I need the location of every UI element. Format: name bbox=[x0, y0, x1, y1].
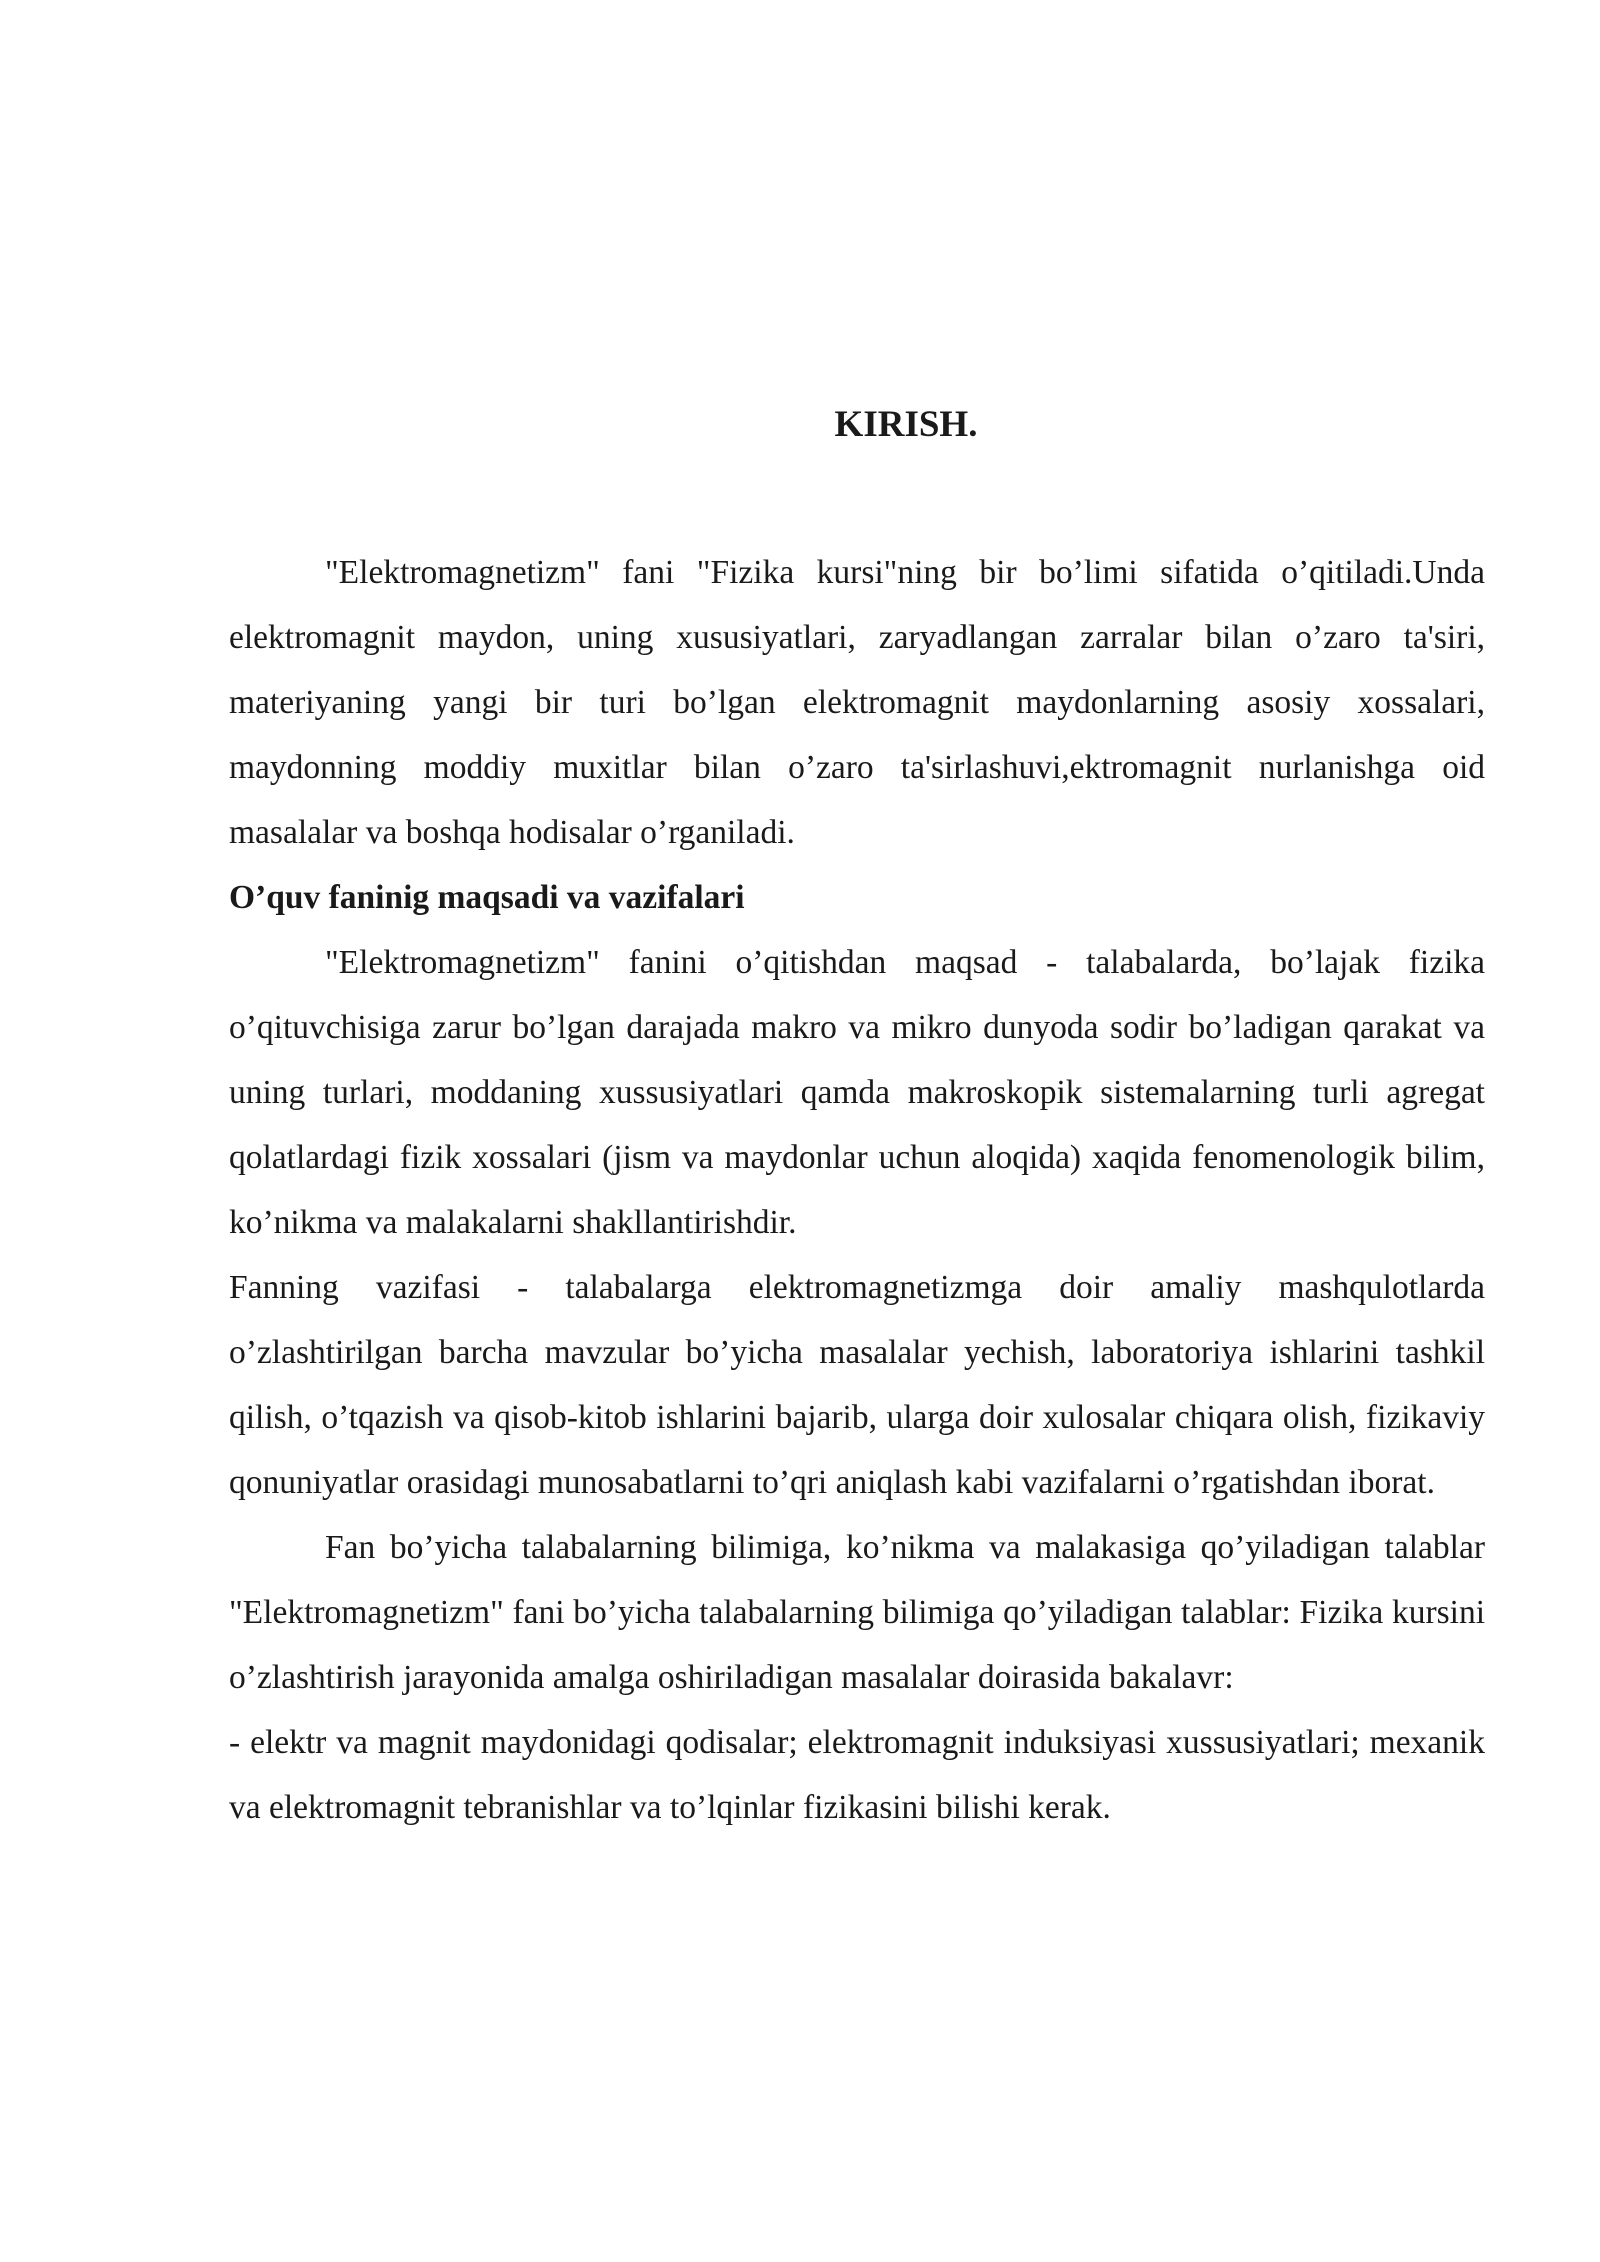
bullet-paragraph: - elektr va magnit maydonidagi qodisalar; elektromagnit induksiyasi xussusiyatlari; mexanik va elektromagnit tebranishlar va to’lqinlar fizikasini bilishi kerak. bbox=[229, 1724, 1485, 1826]
task-paragraph: Fanning vazifasi - talabalarga elektromagnetizmga doir amaliy mashqulotlarda o’zlashtirilgan barcha mavzular bo’yicha masalalar yechish, laboratoriya ishlarini tashkil qilish, o’tqazish va qisob-kitob ishlarini bajarib, ularga doir xulosalar chiqara olish, fizikaviy qonuniyatlar orasidagi munosabatlarni to’qri aniqlash kabi vazifalarni o’rgatishdan iborat. bbox=[229, 1269, 1485, 1501]
section-subheading: O’quv faninig maqsadi va vazifalari bbox=[229, 879, 745, 916]
document-title: KIRISH. bbox=[834, 404, 978, 445]
requirements-paragraph: Fan bo’yicha talabalarning bilimiga, ko’nikma va malakasiga qo’yiladigan talablar "Elektromagnetizm" fani bo’yicha talabalarning bilimiga qo’yiladigan talablar: Fizika kursini o’zlashtirish jarayonida amalga oshiriladigan masalalar doirasida bakalavr: bbox=[229, 1529, 1485, 1696]
intro-paragraph: "Elektromagnetizm" fani "Fizika kursi"ning bir bo’limi sifatida o’qitiladi.Unda elektromagnit maydon, uning xususiyatlari, zaryadlangan zarralar bilan o’zaro ta'siri, materiyaning yangi bir turi bo’lgan elektromagnit maydonlarning asosiy xossalari, maydonning moddiy muxitlar bilan o’zaro ta'sirlashuvi,ektromagnit nurlanishga oid masalalar va boshqa hodisalar o’rganiladi. bbox=[229, 554, 1485, 851]
document-body bbox=[229, 540, 1485, 1840]
goal-paragraph: "Elektromagnetizm" fanini o’qitishdan maqsad - talabalarda, bo’lajak fizika o’qituvchisiga zarur bo’lgan darajada makro va mikro dunyoda sodir bo’ladigan qarakat va uning turlari, moddaning xussusiyatlari qamda makroskopik sistemalarning turli agregat qolatlardagi fizik xossalari (jism va maydonlar uchun aloqida) xaqida fenomenologik bilim, ko’nikma va malakalarni shakllantirishdir. bbox=[229, 944, 1485, 1241]
